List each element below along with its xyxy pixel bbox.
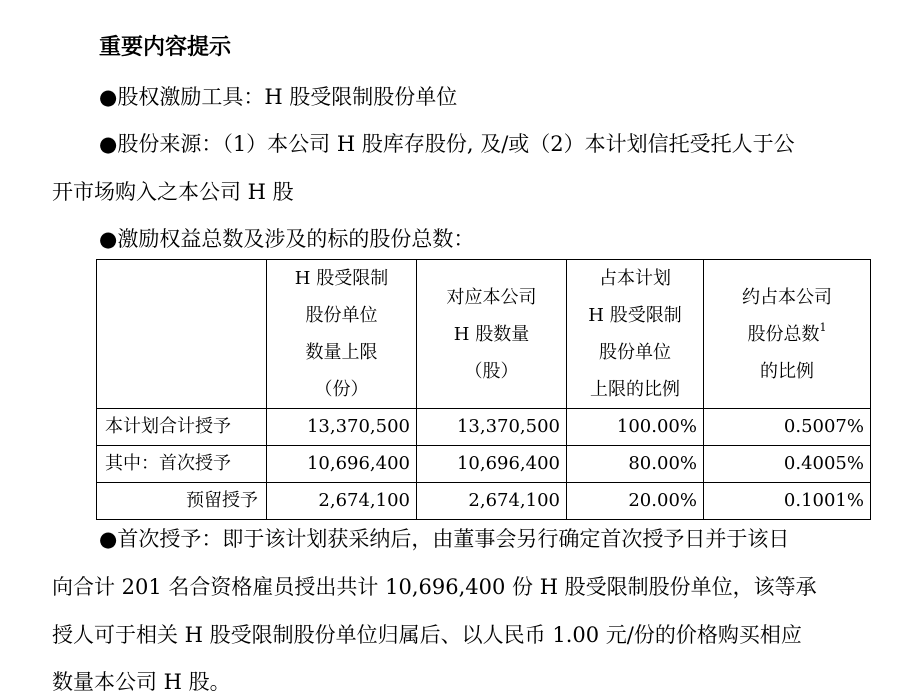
cell-units: 2,674,100 — [267, 483, 417, 520]
header-cell-company-ratio — [704, 260, 871, 409]
table-row-reserved-grant — [97, 483, 871, 520]
header-cell-units-cap — [267, 260, 417, 409]
first-grant-line-4: 数量本公司 H 股。 — [52, 670, 231, 694]
footnote-marker: 1 — [819, 320, 827, 334]
table-row-total-grant — [97, 409, 871, 446]
first-grant-line-3: 授人可于相关 H 股受限制股份单位归属后、以人民币 1.00 元/份的价格购买相应 — [52, 623, 802, 647]
header-text-part: 股份总数 — [747, 323, 820, 345]
header-cell-h-shares — [417, 260, 567, 409]
incentive-shares-table — [96, 259, 871, 520]
row-label: 本计划合计授予 — [97, 409, 267, 446]
header-text: 上限的比例 — [590, 379, 680, 400]
cell-plan-pct: 100.00% — [567, 409, 704, 446]
header-text: H 股受限制 — [294, 268, 389, 289]
cell-company-pct: 0.1001% — [704, 483, 871, 520]
table-row-first-grant — [97, 446, 871, 483]
cell-company-pct: 0.4005% — [704, 446, 871, 483]
cell-plan-pct: 20.00% — [567, 483, 704, 520]
header-text: （股） — [464, 360, 519, 382]
header-text: H 股数量 — [453, 323, 530, 345]
share-source-line-1: ●股份来源：（1）本公司 H 股库存股份, 及/或（2）本计划信托受托人于公 — [99, 132, 795, 156]
cell-shares: 10,696,400 — [417, 446, 567, 483]
header-text: H 股受限制 — [588, 305, 682, 326]
incentive-tool-line: ●股权激励工具：H 股受限制股份单位 — [99, 85, 458, 109]
cell-units: 10,696,400 — [267, 446, 417, 483]
row-label: 预留授予 — [97, 483, 267, 520]
row-label: 其中：首次授予 — [97, 446, 267, 483]
header-text: 约占本公司 — [742, 286, 832, 308]
section-heading: 重要内容提示 — [99, 35, 232, 60]
header-cell-empty — [97, 260, 267, 409]
cell-company-pct: 0.5007% — [704, 409, 871, 446]
share-source-line-2: 开市场购入之本公司 H 股 — [52, 180, 294, 204]
cell-shares: 13,370,500 — [417, 409, 567, 446]
header-text: 数量上限 — [305, 342, 378, 363]
header-text: （份） — [314, 379, 369, 400]
header-text: 股份单位 — [599, 342, 671, 363]
header-text — [710, 316, 864, 353]
header-text: 股份单位 — [305, 305, 378, 326]
cell-units: 13,370,500 — [267, 409, 417, 446]
header-text: 占本计划 — [599, 268, 671, 289]
cell-shares: 2,674,100 — [417, 483, 567, 520]
table-header-row — [97, 260, 871, 409]
header-text: 对应本公司 — [446, 286, 537, 308]
totals-label: ●激励权益总数及涉及的标的股份总数： — [99, 227, 475, 251]
cell-plan-pct: 80.00% — [567, 446, 704, 483]
header-cell-plan-ratio — [567, 260, 704, 409]
first-grant-line-2: 向合计 201 名合资格雇员授出共计 10,696,400 份 H 股受限制股份单位，该等承 — [52, 575, 817, 599]
header-text: 的比例 — [760, 360, 814, 382]
first-grant-line-1: ●首次授予：即于该计划获采纳后，由董事会另行确定首次授予日并于该日 — [99, 527, 790, 551]
